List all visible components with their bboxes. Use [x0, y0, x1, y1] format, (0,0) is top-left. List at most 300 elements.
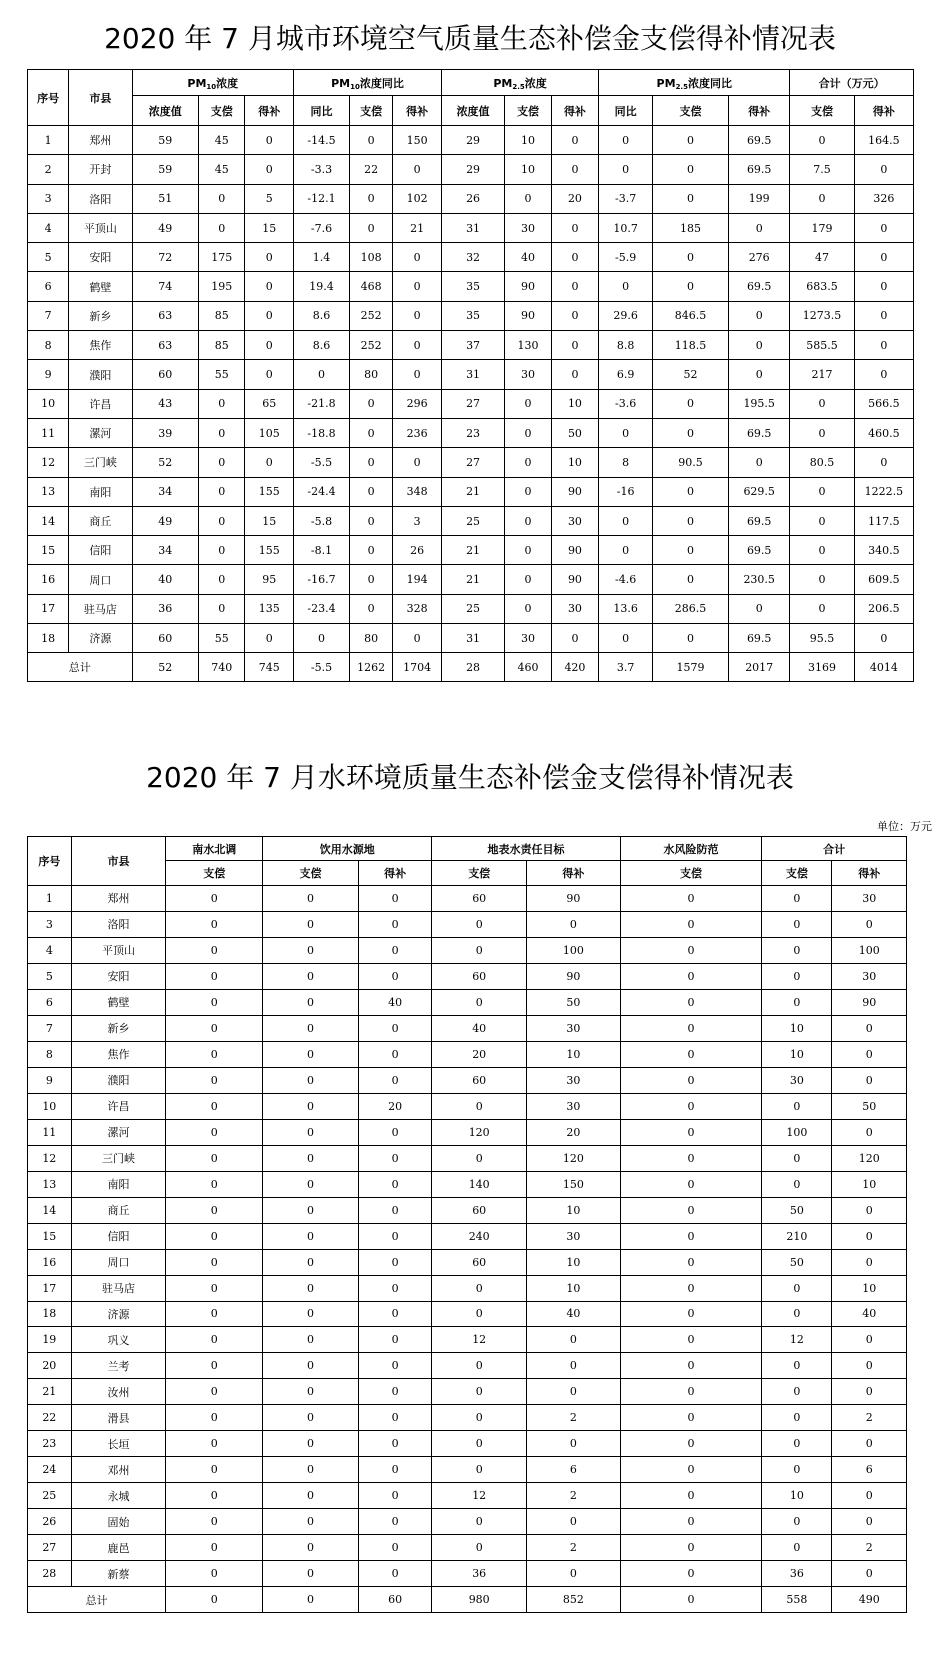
table-cell: 31: [441, 624, 504, 653]
total-cell: 0: [620, 1587, 762, 1613]
table-cell: 69.5: [729, 272, 790, 301]
table-row: [28, 477, 914, 506]
table-cell: 13: [28, 1171, 72, 1197]
table-cell: 0: [620, 1041, 762, 1067]
table-cell: 21: [28, 1379, 72, 1405]
table-cell: 0: [166, 1327, 263, 1353]
air-sub-header: 得补: [854, 96, 913, 126]
table-cell: 0: [358, 1535, 431, 1561]
table-cell: 31: [441, 360, 504, 389]
table-cell: 164.5: [854, 126, 913, 155]
table-cell: 0: [263, 1015, 359, 1041]
unit-label: 单位：万元: [877, 820, 932, 833]
table-cell: 0: [199, 184, 245, 213]
table-cell: 10: [762, 1041, 832, 1067]
air-header-row-2: [28, 96, 914, 126]
table-cell: 0: [620, 963, 762, 989]
table-cell: 135: [245, 594, 294, 623]
table-cell: 140: [432, 1171, 527, 1197]
table-cell: 0: [166, 989, 263, 1015]
table-cell: 0: [263, 1457, 359, 1483]
table-cell: 39: [132, 418, 199, 447]
table-row: [28, 1093, 907, 1119]
table-cell: 0: [166, 886, 263, 912]
table-row: [28, 1119, 907, 1145]
table-cell: 60: [432, 963, 527, 989]
table-cell: 0: [505, 184, 551, 213]
table-cell: 0: [620, 989, 762, 1015]
table-cell: 0: [854, 213, 913, 242]
table-cell: 30: [505, 624, 551, 653]
table-cell: 0: [620, 1197, 762, 1223]
table-cell: 5: [245, 184, 294, 213]
table-cell: 0: [620, 1327, 762, 1353]
table-cell: -5.5: [294, 448, 350, 477]
table-cell: 0: [790, 536, 854, 565]
table-cell: 9: [28, 1067, 72, 1093]
table-cell: 0: [762, 937, 832, 963]
table-cell: -4.6: [599, 565, 653, 594]
table-cell: 8.6: [294, 331, 350, 360]
table-cell: 0: [551, 331, 599, 360]
table-cell: 0: [790, 506, 854, 535]
table-cell: 19: [28, 1327, 72, 1353]
air-table-body: [28, 126, 914, 682]
table-row: [28, 1457, 907, 1483]
city-cell: 许昌: [71, 1093, 166, 1119]
table-cell: 0: [263, 1171, 359, 1197]
table-cell: 60: [432, 1067, 527, 1093]
table-row: [28, 1353, 907, 1379]
water-group-risk-prevention: 水风险防范: [620, 837, 762, 861]
table-cell: 0: [350, 213, 393, 242]
table-cell: 0: [653, 418, 729, 447]
table-cell: 0: [790, 565, 854, 594]
city-cell: 新乡: [69, 301, 132, 330]
table-cell: 10: [832, 1275, 907, 1301]
table-cell: 0: [166, 1041, 263, 1067]
table-row: [28, 360, 914, 389]
table-cell: 10: [762, 1015, 832, 1041]
table-cell: 37: [441, 331, 504, 360]
table-row: [28, 937, 907, 963]
table-cell: 0: [620, 1405, 762, 1431]
air-pm10-header: $PM_{10}$浓度: [132, 70, 294, 96]
table-cell: 27: [441, 448, 504, 477]
city-cell: 商丘: [71, 1197, 166, 1223]
table-cell: 0: [432, 1431, 527, 1457]
table-cell: 0: [358, 1327, 431, 1353]
table-cell: 35: [441, 301, 504, 330]
table-cell: 0: [527, 911, 621, 937]
city-cell: 漯河: [69, 418, 132, 447]
table-cell: 10: [505, 126, 551, 155]
table-cell: 0: [762, 1301, 832, 1327]
table-cell: 0: [790, 594, 854, 623]
table-cell: 0: [832, 1015, 907, 1041]
table-cell: 0: [620, 886, 762, 912]
table-cell: 0: [832, 1561, 907, 1587]
table-cell: 0: [166, 1223, 263, 1249]
table-cell: 0: [245, 155, 294, 184]
water-sub-header: 支偿: [166, 861, 263, 886]
table-cell: 15: [28, 536, 69, 565]
table-cell: 0: [199, 565, 245, 594]
table-cell: 0: [653, 155, 729, 184]
table-cell: 0: [505, 565, 551, 594]
table-cell: 0: [551, 624, 599, 653]
table-cell: -12.1: [294, 184, 350, 213]
total-cell: 1262: [350, 653, 393, 682]
table-cell: 0: [620, 1561, 762, 1587]
table-cell: 0: [505, 594, 551, 623]
air-sub-header: 浓度值: [441, 96, 504, 126]
table-cell: 0: [199, 594, 245, 623]
table-row: [28, 506, 914, 535]
total-row: [28, 653, 914, 682]
table-cell: 0: [358, 1067, 431, 1093]
table-cell: 1: [28, 126, 69, 155]
table-cell: -3.7: [599, 184, 653, 213]
air-sub-header: 同比: [294, 96, 350, 126]
table-cell: 0: [551, 243, 599, 272]
table-cell: 0: [432, 937, 527, 963]
air-sub-header: 得补: [551, 96, 599, 126]
table-cell: 69.5: [729, 155, 790, 184]
total-cell: 52: [132, 653, 199, 682]
city-cell: 许昌: [69, 389, 132, 418]
table-cell: 0: [263, 911, 359, 937]
table-row: [28, 1431, 907, 1457]
table-row: [28, 1145, 907, 1171]
table-cell: 0: [762, 1145, 832, 1171]
table-cell: 32: [441, 243, 504, 272]
table-cell: 0: [199, 536, 245, 565]
table-cell: 18: [28, 1301, 72, 1327]
table-cell: 2: [527, 1483, 621, 1509]
table-cell: 20: [432, 1041, 527, 1067]
city-cell: 焦作: [69, 331, 132, 360]
table-cell: 90: [551, 565, 599, 594]
table-cell: 155: [245, 477, 294, 506]
table-cell: 0: [393, 155, 442, 184]
table-cell: 27: [28, 1535, 72, 1561]
table-cell: 252: [350, 331, 393, 360]
table-cell: 328: [393, 594, 442, 623]
table-cell: 0: [432, 1145, 527, 1171]
table-cell: 0: [432, 1535, 527, 1561]
table-cell: 60: [132, 360, 199, 389]
table-cell: 8.8: [599, 331, 653, 360]
total-cell: 558: [762, 1587, 832, 1613]
table-cell: 0: [166, 911, 263, 937]
table-cell: -5.9: [599, 243, 653, 272]
table-cell: 10: [551, 448, 599, 477]
table-cell: 0: [199, 389, 245, 418]
table-cell: 0: [358, 1379, 431, 1405]
table-row: [28, 594, 914, 623]
table-cell: 0: [166, 1379, 263, 1405]
table-cell: 0: [245, 243, 294, 272]
table-cell: 0: [432, 911, 527, 937]
city-cell: 漯河: [71, 1119, 166, 1145]
table-cell: 468: [350, 272, 393, 301]
table-cell: 0: [854, 155, 913, 184]
table-cell: 26: [28, 1509, 72, 1535]
table-cell: 185: [653, 213, 729, 242]
table-cell: 0: [358, 1119, 431, 1145]
table-cell: 0: [653, 624, 729, 653]
table-cell: 85: [199, 331, 245, 360]
table-row: [28, 1327, 907, 1353]
table-cell: 0: [729, 301, 790, 330]
total-label: 总计: [28, 1587, 166, 1613]
table-cell: 80: [350, 624, 393, 653]
table-cell: 21: [441, 477, 504, 506]
table-cell: 0: [527, 1561, 621, 1587]
air-total-header: 合计（万元）: [790, 70, 914, 96]
table-cell: 0: [653, 389, 729, 418]
table-cell: 0: [790, 389, 854, 418]
table-cell: 0: [393, 243, 442, 272]
table-cell: -24.4: [294, 477, 350, 506]
total-cell: 4014: [854, 653, 913, 682]
table-cell: 10: [832, 1171, 907, 1197]
table-cell: 566.5: [854, 389, 913, 418]
table-cell: 40: [527, 1301, 621, 1327]
table-cell: 10: [527, 1041, 621, 1067]
table-cell: 0: [432, 1405, 527, 1431]
table-cell: 276: [729, 243, 790, 272]
table-cell: 6: [28, 272, 69, 301]
table-cell: 0: [790, 477, 854, 506]
water-header-row-1: [28, 837, 907, 861]
table-cell: 72: [132, 243, 199, 272]
table-cell: 69.5: [729, 506, 790, 535]
table-cell: 175: [199, 243, 245, 272]
table-cell: 0: [263, 1093, 359, 1119]
table-cell: 26: [441, 184, 504, 213]
table-cell: 7: [28, 301, 69, 330]
table-cell: 0: [832, 1249, 907, 1275]
table-cell: 21: [441, 565, 504, 594]
table-cell: 59: [132, 126, 199, 155]
table-cell: 0: [263, 1535, 359, 1561]
table-cell: 90.5: [653, 448, 729, 477]
table-cell: 5: [28, 963, 72, 989]
table-cell: 609.5: [854, 565, 913, 594]
city-cell: 南阳: [69, 477, 132, 506]
table-cell: 0: [350, 389, 393, 418]
city-cell: 三门峡: [71, 1145, 166, 1171]
air-sub-header: 浓度值: [132, 96, 199, 126]
table-cell: 0: [653, 477, 729, 506]
table-cell: 0: [263, 1509, 359, 1535]
table-cell: 0: [199, 477, 245, 506]
table-cell: 0: [620, 1145, 762, 1171]
table-cell: 0: [729, 360, 790, 389]
table-cell: 460.5: [854, 418, 913, 447]
table-row: [28, 243, 914, 272]
table-cell: 217: [790, 360, 854, 389]
table-cell: 0: [432, 1353, 527, 1379]
total-cell: 980: [432, 1587, 527, 1613]
table-cell: 0: [199, 448, 245, 477]
table-cell: 0: [166, 1093, 263, 1119]
table-cell: 60: [432, 1197, 527, 1223]
table-cell: 0: [505, 448, 551, 477]
table-cell: 0: [527, 1327, 621, 1353]
table-cell: 0: [729, 213, 790, 242]
table-cell: 179: [790, 213, 854, 242]
table-cell: 0: [854, 448, 913, 477]
table-cell: 0: [358, 1275, 431, 1301]
water-quality-title: 2020 年 7 月水环境质量生态补偿金支偿得补情况表: [146, 761, 794, 794]
table-cell: 49: [132, 506, 199, 535]
table-cell: 0: [790, 126, 854, 155]
city-cell: 南阳: [71, 1171, 166, 1197]
table-cell: 15: [245, 213, 294, 242]
table-cell: 0: [166, 1483, 263, 1509]
table-cell: 69.5: [729, 536, 790, 565]
table-cell: 0: [620, 1275, 762, 1301]
table-cell: 18: [28, 624, 69, 653]
table-cell: 0: [620, 911, 762, 937]
table-cell: 30: [505, 213, 551, 242]
table-cell: 30: [551, 506, 599, 535]
table-cell: 30: [527, 1223, 621, 1249]
table-cell: 0: [263, 886, 359, 912]
table-cell: 8.6: [294, 301, 350, 330]
table-cell: 0: [620, 1093, 762, 1119]
table-cell: 0: [620, 1067, 762, 1093]
table-cell: 0: [166, 1249, 263, 1275]
table-cell: 0: [166, 1561, 263, 1587]
table-cell: 0: [263, 1353, 359, 1379]
water-group-total: 合计: [762, 837, 907, 861]
table-cell: 0: [762, 1171, 832, 1197]
table-cell: 0: [832, 1223, 907, 1249]
table-cell: 0: [653, 565, 729, 594]
table-cell: 0: [505, 536, 551, 565]
city-cell: 巩义: [71, 1327, 166, 1353]
table-cell: -23.4: [294, 594, 350, 623]
table-cell: 0: [854, 272, 913, 301]
table-cell: 0: [199, 506, 245, 535]
table-cell: 25: [441, 594, 504, 623]
table-cell: 117.5: [854, 506, 913, 535]
table-cell: 0: [762, 1405, 832, 1431]
city-cell: 新乡: [71, 1015, 166, 1041]
table-cell: 50: [527, 989, 621, 1015]
table-cell: 0: [350, 565, 393, 594]
table-cell: 0: [245, 272, 294, 301]
air-seq-header: 序号: [28, 70, 69, 126]
table-cell: 17: [28, 594, 69, 623]
table-cell: 4: [28, 213, 69, 242]
water-sub-header: 支偿: [263, 861, 359, 886]
table-cell: 0: [263, 989, 359, 1015]
table-cell: 0: [832, 1509, 907, 1535]
table-cell: 0: [832, 1067, 907, 1093]
table-cell: 2: [832, 1535, 907, 1561]
water-sub-header: 支偿: [762, 861, 832, 886]
table-cell: 2: [527, 1405, 621, 1431]
table-cell: 0: [551, 272, 599, 301]
table-cell: 0: [350, 477, 393, 506]
table-cell: 11: [28, 418, 69, 447]
table-cell: 60: [432, 1249, 527, 1275]
table-cell: 12: [28, 1145, 72, 1171]
table-cell: 50: [832, 1093, 907, 1119]
table-cell: 90: [527, 963, 621, 989]
table-cell: 0: [620, 1483, 762, 1509]
table-cell: 3: [28, 911, 72, 937]
table-cell: 0: [762, 1457, 832, 1483]
table-cell: 0: [527, 1353, 621, 1379]
table-cell: 26: [393, 536, 442, 565]
table-cell: 16: [28, 1249, 72, 1275]
table-cell: 5: [28, 243, 69, 272]
table-cell: 8: [28, 1041, 72, 1067]
table-cell: 0: [166, 1171, 263, 1197]
table-row: [28, 1223, 907, 1249]
table-cell: 90: [551, 477, 599, 506]
table-cell: 340.5: [854, 536, 913, 565]
table-row: [28, 1171, 907, 1197]
city-cell: 洛阳: [69, 184, 132, 213]
air-sub-header: 得补: [393, 96, 442, 126]
total-label: 总计: [28, 653, 133, 682]
table-row: [28, 624, 914, 653]
table-cell: 0: [263, 1249, 359, 1275]
table-cell: 0: [620, 1457, 762, 1483]
table-cell: 0: [762, 1093, 832, 1119]
table-cell: 0: [832, 1119, 907, 1145]
table-cell: 0: [832, 911, 907, 937]
table-cell: 0: [358, 937, 431, 963]
total-cell: 420: [551, 653, 599, 682]
table-cell: 0: [620, 1301, 762, 1327]
table-cell: 6: [527, 1457, 621, 1483]
table-cell: 2: [832, 1405, 907, 1431]
city-cell: 周口: [69, 565, 132, 594]
table-cell: 43: [132, 389, 199, 418]
table-cell: 0: [620, 1249, 762, 1275]
table-cell: 0: [620, 1015, 762, 1041]
table-cell: 0: [358, 1509, 431, 1535]
table-cell: 40: [132, 565, 199, 594]
table-cell: 0: [653, 126, 729, 155]
table-row: [28, 1509, 907, 1535]
table-cell: 2: [28, 155, 69, 184]
table-cell: 35: [441, 272, 504, 301]
table-cell: 0: [350, 448, 393, 477]
table-cell: 21: [393, 213, 442, 242]
table-cell: 63: [132, 301, 199, 330]
table-cell: 50: [762, 1249, 832, 1275]
table-cell: 45: [199, 126, 245, 155]
table-cell: 13.6: [599, 594, 653, 623]
table-cell: 55: [199, 624, 245, 653]
table-cell: 21: [441, 536, 504, 565]
table-row: [28, 1535, 907, 1561]
table-cell: 0: [245, 331, 294, 360]
table-row: [28, 565, 914, 594]
table-row: [28, 1405, 907, 1431]
table-cell: 0: [762, 1379, 832, 1405]
table-cell: 10: [527, 1249, 621, 1275]
